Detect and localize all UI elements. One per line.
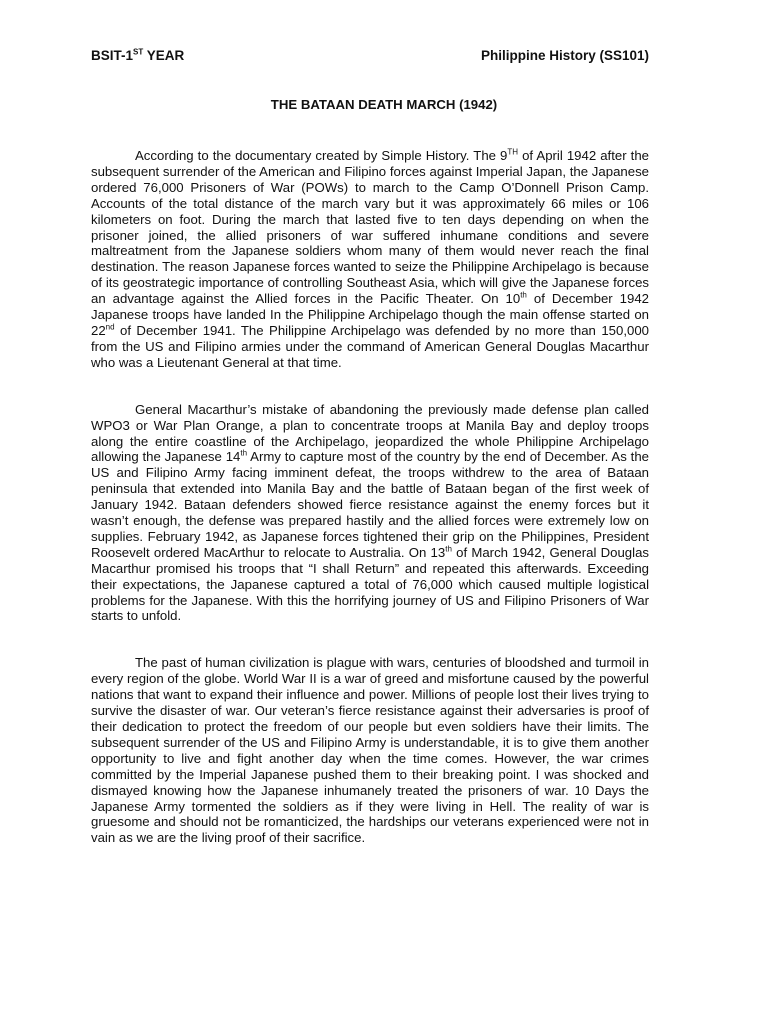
course-year-tail: YEAR	[143, 48, 185, 63]
course-year-label	[91, 48, 184, 63]
paragraph-2	[91, 402, 649, 625]
paragraph-superscript: th	[445, 544, 452, 554]
document-body	[91, 148, 649, 877]
paragraph-text: General Macarthur’s mistake of abandoning the previously made defense plan called WPO3 or War Plan Orange, a plan to concentrate troops at Manila Bay and deploy troops along the entire coastline of the Archipelago, jeopardized the whole Philippine Archipelago allowing the Japanese 14	[91, 401, 649, 465]
paragraph-superscript: TH	[507, 147, 519, 157]
paragraph-text: of December 1942 Japanese troops have landed In the Philippine Archipelago though the main offense started on 22	[91, 291, 649, 338]
paragraph-text: of December 1941. The Philippine Archipelago was defended by no more than 150,000 from the US and Filipino armies under the command of American General Douglas Macarthur who was a Lieutenant General at that time.	[91, 322, 649, 370]
paragraph-text: Army to capture most of the country by the end of December. As the US and Filipino Army facing imminent defeat, the troops withdrew to the area of Bataan peninsula that extended into Manila Bay and the battle of Bataan began of the first week of January 1942. Bataan defenders showed fierce resistance against the enemy forces but it wasn’t enough, the defense was prepared hastily and the allied forces were extremely low on supplies. February 1942, as Japanese forces tightened their grip on the Philippines, President Roosevelt ordered MacArthur to relocate to Australia. On 13	[91, 449, 649, 560]
paragraph-superscript: th	[520, 290, 527, 300]
page-header	[91, 48, 649, 68]
subject-label: Philippine History (SS101)	[480, 48, 649, 63]
paragraph-text: According to the documentary created by Simple History. The 9	[135, 148, 508, 163]
paragraph-superscript: nd	[105, 322, 115, 332]
paragraph-text: of March 1942, General Douglas Macarthur promised his troops that “I shall Return” and repeated this afterwards. Exceeding their expectations, the Japanese captured a total of 76,000 which caused multiple logistical problems for the Japanese. With this the horrifying journey of US and Filipino Prisoners of War starts to unfold.	[91, 544, 649, 624]
paragraph-text: The past of human civilization is plague with wars, centuries of bloodshed and turmoil in every region of the globe. World War II is a war of greed and misfortune caused by the powerful nations that want to expand their influence and power. Millions of people lost their lives trying to survive the disaster of war. Our veteran’s fierce resistance against their adversaries is proof of their dedication to protect the freedom of our people but even soldiers have their limits. The subsequent surrender of the US and Filipino Army is understandable, it is to give them another opportunity to live and fight another day when the time comes. However, the war crimes committed by the Imperial Japanese pushed them to their breaking point. I was shocked and dismayed knowing how the Japanese inhumanely treated the prisoners of war. 10 Days the Japanese Army tormented the soldiers as if they were living in Hell. The reality of war is gruesome and should not be romanticized, the hardships our veterans experienced were not in vain as we are the living proof of their sacrifice.	[91, 655, 649, 846]
paragraph-superscript: th	[240, 449, 248, 459]
document-title: THE BATAAN DEATH MARCH (1942)	[270, 97, 498, 112]
paragraph-text: of April 1942 after the subsequent surrender of the American and Filipino forces against Imperial Japan, the Japanese ordered 76,000 Prisoners of War (POWs) to march to the Camp O’Donnell Prison Camp. Accounts of the total distance of the march vary but it was approximately 66 miles or 106 kilometers on foot. During the march that lasted five to ten days depending on when the prisoner joined, the allied prisoners of war suffered inhumane conditions and severe maltreatment from the Japanese soldiers whom many of them would never reach the final destination. The reason Japanese forces wanted to seize the Philippine Archipelago is because of its geostrategic importance of controlling Southeast Asia, which will give the Japanese forces an advantage against the Allied forces in the Pacific Theater. On 10	[91, 148, 649, 307]
course-year-superscript: ST	[133, 47, 144, 57]
paragraph-1	[91, 148, 649, 371]
course-year-main: BSIT-1	[91, 48, 134, 63]
paragraph-3	[91, 655, 649, 846]
